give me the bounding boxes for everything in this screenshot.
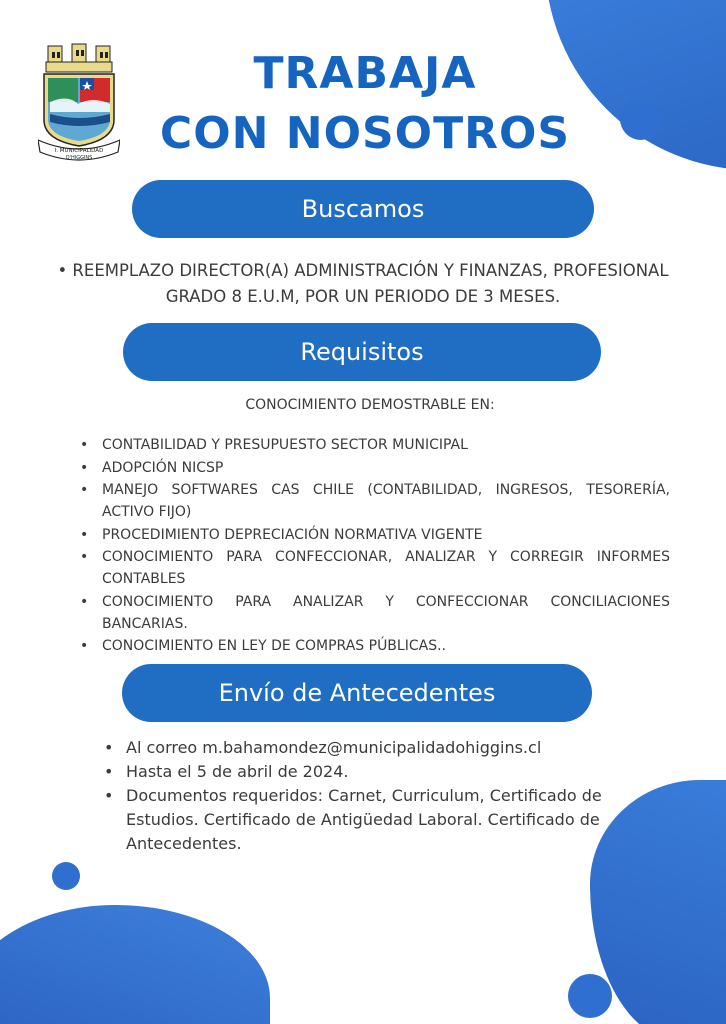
submission-list bbox=[104, 736, 644, 856]
requirement-item: • CONTABILIDAD Y PRESUPUESTO SECTOR MUNICIPAL bbox=[80, 434, 670, 456]
section-heading-buscamos bbox=[132, 180, 594, 238]
requirement-item: • CONOCIMIENTO PARA ANALIZAR Y CONFECCIONAR CONCILIACIONES BANCARIAS. bbox=[80, 591, 670, 635]
svg-text:I. MUNICIPALIDAD: I. MUNICIPALIDAD bbox=[54, 148, 104, 154]
requirement-item: • CONOCIMIENTO PARA CONFECCIONAR, ANALIZAR Y CORREGIR INFORMES CONTABLES bbox=[80, 546, 670, 590]
submission-item-deadline: • Hasta el 5 de abril de 2024. bbox=[104, 760, 644, 784]
decor-dot-top bbox=[620, 98, 662, 140]
requirement-item: • PROCEDIMIENTO DEPRECIACIÓN NORMATIVA VIGENTE bbox=[80, 524, 670, 546]
decor-dot-left bbox=[52, 862, 80, 890]
requirement-item: • ADOPCIÓN NICSP bbox=[80, 457, 670, 479]
decor-blob-bottom-left bbox=[0, 905, 270, 1024]
section-heading-envio bbox=[122, 664, 592, 722]
section-heading-requisitos-label: Requisitos bbox=[300, 338, 424, 366]
section-heading-envio-label: Envío de Antecedentes bbox=[218, 679, 496, 707]
section-heading-requisitos bbox=[123, 323, 601, 381]
requirement-item: • MANEJO SOFTWARES CAS CHILE (CONTABILIDAD, INGRESOS, TESORERÍA, ACTIVO FIJO) bbox=[80, 479, 670, 523]
svg-text:O'HIGGINS: O'HIGGINS bbox=[65, 155, 93, 161]
requirement-item: • CONOCIMIENTO EN LEY DE COMPRAS PÚBLICAS.. bbox=[80, 635, 670, 657]
page-title-line2: CON NOSOTROS bbox=[159, 108, 571, 159]
decor-dot-bottom bbox=[568, 974, 612, 1018]
requirements-intro: CONOCIMIENTO DEMOSTRABLE EN: bbox=[245, 397, 495, 413]
section-heading-buscamos-label: Buscamos bbox=[301, 195, 425, 223]
page-title-line1: TRABAJA bbox=[253, 48, 477, 99]
submission-item-email: • Al correo m.bahamondez@municipalidadohiggins.cl bbox=[104, 736, 644, 760]
municipal-crest-logo bbox=[38, 42, 120, 162]
submission-item-documents: • Documentos requeridos: Carnet, Curriculum, Certificado de Estudios. Certificado de Antigüedad Laboral. Certificado de Antecedentes. bbox=[104, 784, 644, 856]
position-description: • REEMPLAZO DIRECTOR(A) ADMINISTRACIÓN Y FINANZAS, PROFESIONAL GRADO 8 E.U.M, POR UN PERIODO DE 3 MESES. bbox=[57, 261, 669, 306]
requirements-list bbox=[80, 434, 670, 658]
